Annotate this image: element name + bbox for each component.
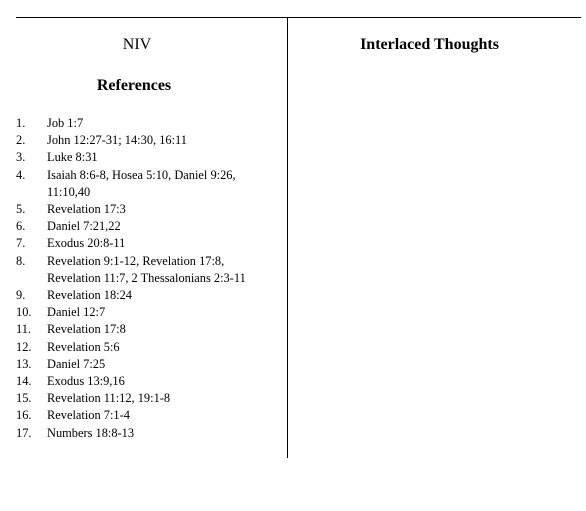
reference-text bbox=[47, 425, 306, 442]
reference-number: 12. bbox=[16, 339, 32, 354]
reference-line: Revelation 5:6 bbox=[47, 339, 120, 354]
reference-number: 3. bbox=[16, 150, 26, 165]
reference-line: Revelation 17:8 bbox=[47, 322, 126, 337]
reference-number: 2. bbox=[16, 133, 26, 148]
reference-item bbox=[16, 407, 306, 424]
reference-item bbox=[16, 339, 306, 356]
reference-item bbox=[16, 425, 306, 442]
reference-number: 10. bbox=[16, 305, 32, 320]
reference-item bbox=[16, 115, 306, 132]
reference-line: Numbers 18:8-13 bbox=[47, 425, 135, 440]
reference-number: 14. bbox=[16, 374, 32, 389]
reference-line: Revelation 18:24 bbox=[47, 288, 132, 303]
reference-number: 8. bbox=[16, 253, 26, 268]
reference-text bbox=[47, 321, 306, 338]
reference-text bbox=[47, 304, 306, 321]
reference-line: Exodus 20:8-11 bbox=[47, 236, 126, 251]
reference-item bbox=[16, 253, 306, 287]
reference-line: John 12:27-31; 14:30, 16:11 bbox=[47, 133, 187, 148]
reference-number: 16. bbox=[16, 408, 32, 423]
reference-number: 1. bbox=[16, 116, 26, 130]
reference-number: 4. bbox=[16, 167, 26, 182]
table-top-border bbox=[16, 17, 581, 18]
reference-line: Revelation 11:12, 19:1-8 bbox=[47, 391, 171, 406]
reference-item bbox=[16, 235, 306, 252]
reference-line: Daniel 12:7 bbox=[47, 305, 106, 320]
reference-text bbox=[47, 356, 306, 373]
reference-line: Revelation 11:7, 2 Thessalonians 2:3-11 bbox=[47, 270, 246, 285]
reference-text bbox=[47, 339, 306, 356]
reference-number: 6. bbox=[16, 219, 26, 234]
reference-line: 11:10,40 bbox=[47, 184, 91, 199]
reference-line: Exodus 13:9,16 bbox=[47, 374, 125, 389]
reference-line: Luke 8:31 bbox=[47, 150, 98, 165]
reference-text bbox=[47, 390, 306, 407]
reference-line: Isaiah 8:6-8, Hosea 5:10, Daniel 9:26, bbox=[47, 167, 236, 182]
references-heading: References bbox=[96, 77, 172, 94]
reference-item bbox=[16, 132, 306, 149]
reference-item bbox=[16, 304, 306, 321]
reference-number: 5. bbox=[16, 202, 26, 217]
reference-line: Job 1:7 bbox=[47, 116, 84, 130]
reference-text bbox=[47, 201, 306, 218]
reference-text bbox=[47, 149, 306, 166]
reference-item bbox=[16, 201, 306, 218]
references-list bbox=[16, 115, 306, 442]
reference-item bbox=[16, 167, 306, 201]
reference-text bbox=[47, 407, 306, 424]
reference-text bbox=[47, 287, 306, 304]
reference-line: Revelation 9:1-12, Revelation 17:8, bbox=[47, 253, 225, 268]
interlaced-thoughts-heading: Interlaced Thoughts bbox=[360, 36, 499, 53]
reference-text bbox=[47, 167, 306, 201]
reference-line: Daniel 7:21,22 bbox=[47, 219, 121, 234]
reference-line: Revelation 17:3 bbox=[47, 202, 126, 217]
reference-text bbox=[47, 115, 306, 132]
reference-text bbox=[47, 373, 306, 390]
reference-item bbox=[16, 287, 306, 304]
reference-text bbox=[47, 253, 306, 287]
reference-item bbox=[16, 218, 306, 235]
reference-number: 11. bbox=[16, 322, 32, 337]
reference-text bbox=[47, 235, 306, 252]
reference-line: Revelation 7:1-4 bbox=[47, 408, 130, 423]
reference-item bbox=[16, 390, 306, 407]
reference-item bbox=[16, 356, 306, 373]
reference-item bbox=[16, 321, 306, 338]
reference-text bbox=[47, 218, 306, 235]
reference-text bbox=[47, 132, 306, 149]
reference-number: 15. bbox=[16, 391, 32, 406]
reference-number: 13. bbox=[16, 356, 32, 371]
reference-number: 17. bbox=[16, 425, 32, 440]
reference-number: 7. bbox=[16, 236, 26, 251]
version-heading: NIV bbox=[122, 36, 152, 53]
reference-number: 9. bbox=[16, 288, 26, 303]
reference-line: Daniel 7:25 bbox=[47, 356, 106, 371]
reference-item bbox=[16, 149, 306, 166]
reference-item bbox=[16, 373, 306, 390]
